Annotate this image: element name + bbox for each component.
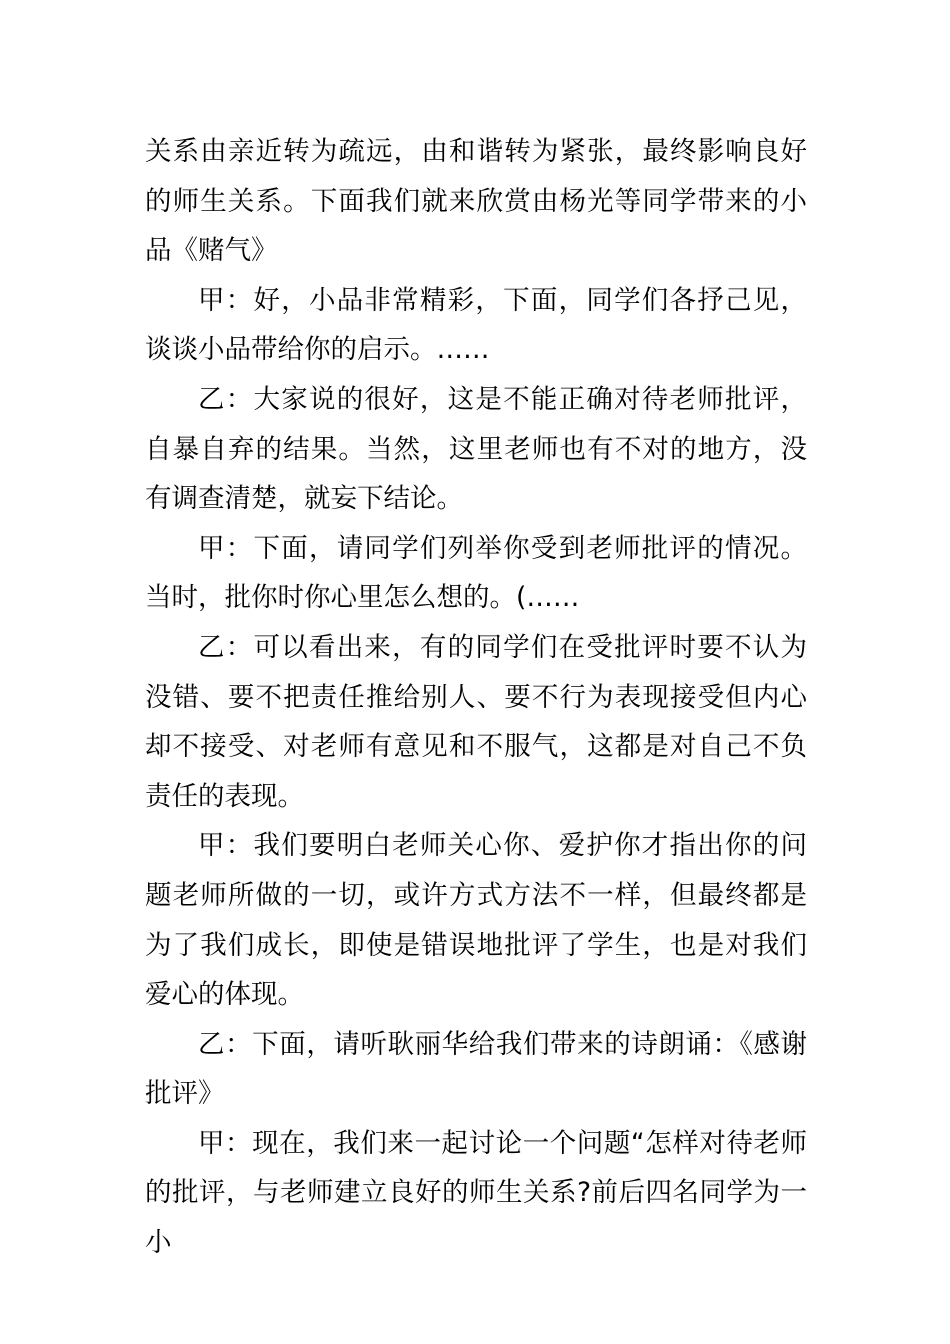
document-body [145, 127, 807, 1268]
paragraph-8: 甲：现在，我们来一起讨论一个问题“怎样对待老师的批评，与老师建立良好的师生关系?前后四名同学为一小 [145, 1127, 807, 1259]
paragraph-3: 乙：大家说的很好，这是不能正确对待老师批评，自暴自弃的结果。当然，这里老师也有不对的地方，没有调查清楚，就妄下结论。 [145, 383, 807, 515]
paragraph-6: 甲：我们要明白老师关心你、爱护你才指出你的问题老师所做的一切，或许方式方法不一样，但最终都是为了我们成长，即使是错误地批评了学生，也是对我们爱心的体现。 [145, 830, 807, 1011]
paragraph-1: 关系由亲近转为疏远，由和谐转为紧张，最终影响良好的师生关系。下面我们就来欣赏由杨光等同学带来的小品《赌气》 [145, 136, 807, 267]
paragraph-7: 乙：下面，请听耿丽华给我们带来的诗朗诵：《感谢批评》 [145, 1028, 807, 1110]
paragraph-4: 甲：下面，请同学们列举你受到老师批评的情况。当时，批你时你心里怎么想的。(…… [145, 532, 807, 614]
paragraph-2: 甲：好，小品非常精彩，下面，同学们各抒己见，谈谈小品带给你的启示。…… [145, 284, 807, 366]
paragraph-5: 乙：可以看出来，有的同学们在受批评时要不认为没错、要不把责任推给别人、要不行为表现接受但内心却不接受、对老师有意见和不服气，这都是对自己不负责任的表现。 [145, 631, 807, 812]
